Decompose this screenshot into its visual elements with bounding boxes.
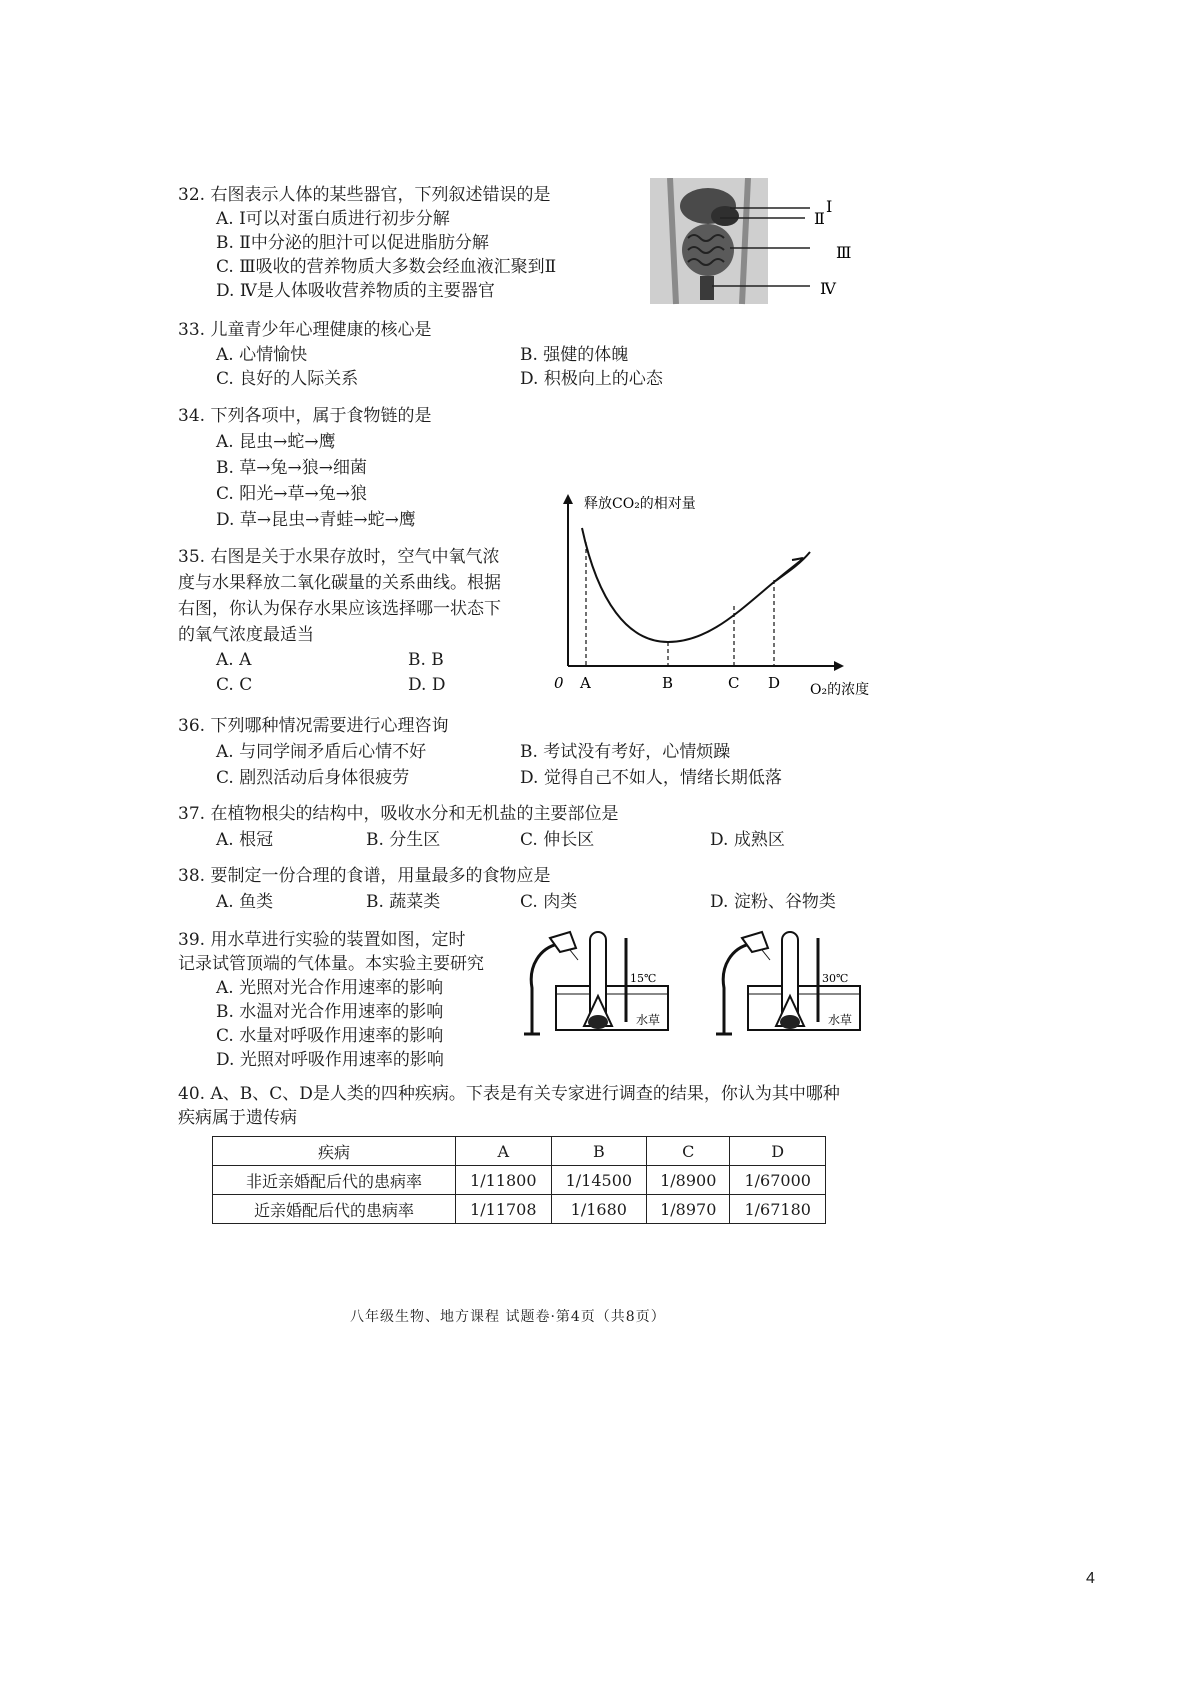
figure-label-i: Ⅰ <box>826 197 833 216</box>
q36-stem: 36. 下列哪种情况需要进行心理咨询 <box>178 716 449 736</box>
q36-option-a: A. 与同学闹矛盾后心情不好 <box>216 742 427 762</box>
y-axis-arrow <box>563 494 573 504</box>
x-axis-arrow <box>834 661 844 671</box>
table-cell: 非近亲婚配后代的患病率 <box>213 1166 456 1195</box>
q39-option-c: C. 水量对呼吸作用速率的影响 <box>216 1026 444 1046</box>
x-mark-d: D <box>768 674 781 692</box>
table-cell: 1/11708 <box>456 1195 552 1224</box>
q39-stem-line-1: 39. 用水草进行实验的装置如图，定时 <box>178 930 466 950</box>
table-cell: 1/1680 <box>551 1195 647 1224</box>
q35-option-a: A. A <box>216 650 252 670</box>
q32-option-d: D. Ⅳ是人体吸收营养物质的主要器官 <box>216 281 495 301</box>
x-mark-c: C <box>728 674 740 692</box>
page-number: 4 <box>1086 1570 1095 1587</box>
q36-option-c: C. 剧烈活动后身体很疲劳 <box>216 768 410 788</box>
q33-option-b: B. 强健的体魄 <box>520 345 629 365</box>
q35-stem: 35. 右图是关于水果存放时，空气中氧气浓度与水果释放二氧化碳量的关系曲线。根据右图，你认为保存水果应该选择哪一状态下的氧气浓度最适当 <box>178 547 501 645</box>
x-mark-b: B <box>662 674 674 692</box>
q38-option-c: C. 肉类 <box>520 892 578 912</box>
q33-option-d: D. 积极向上的心态 <box>520 369 663 389</box>
q39-option-b: B. 水温对光合作用速率的影响 <box>216 1002 444 1022</box>
q36-option-b: B. 考试没有考好，心情烦躁 <box>520 742 731 762</box>
table-header-cell: D <box>730 1137 826 1166</box>
table-cell: 1/8900 <box>647 1166 730 1195</box>
q33-stem: 33. 儿童青少年心理健康的核心是 <box>178 320 432 340</box>
q38-option-b: B. 蔬菜类 <box>366 892 441 912</box>
experiment-apparatus-left <box>504 926 674 1038</box>
q37-option-a: A. 根冠 <box>216 830 274 850</box>
q38-stem: 38. 要制定一份合理的食谱，用量最多的食物应是 <box>178 866 551 886</box>
q35-option-c: C. C <box>216 675 253 695</box>
q32-option-b: B. Ⅱ中分泌的胆汁可以促进脂肪分解 <box>216 233 489 253</box>
table-cell: 1/67180 <box>730 1195 826 1224</box>
left-plant-label: 水草 <box>636 1013 661 1027</box>
q34-option-c: C. 阳光→草→兔→狼 <box>216 484 367 504</box>
table-header-cell: 疾病 <box>213 1137 456 1166</box>
x-axis-label: O₂的浓度 <box>810 682 870 698</box>
o2-co2-curve-chart <box>548 492 888 700</box>
digestive-organs-figure <box>650 178 865 308</box>
table-header-cell: A <box>456 1137 552 1166</box>
figure-label-iii: Ⅲ <box>836 243 852 262</box>
table-cell: 1/14500 <box>551 1166 647 1195</box>
q34-option-a: A. 昆虫→蛇→鹰 <box>216 432 336 452</box>
q39-option-d: D. 光照对呼吸作用速率的影响 <box>216 1050 444 1070</box>
table-cell: 1/67000 <box>730 1166 826 1195</box>
q37-option-d: D. 成熟区 <box>710 830 785 850</box>
table-row <box>213 1195 826 1224</box>
q40-stem-line-2: 疾病属于遗传病 <box>178 1108 297 1128</box>
q33-option-a: A. 心情愉快 <box>216 345 308 365</box>
q34-stem: 34. 下列各项中，属于食物链的是 <box>178 406 432 426</box>
figure-label-iv: Ⅳ <box>820 279 836 298</box>
left-temp-label: 15℃ <box>630 972 657 985</box>
page-footer: 八年级生物、地方课程 试题卷·第4页（共8页） <box>350 1309 666 1325</box>
figure-label-ii: Ⅱ <box>814 209 825 228</box>
table-header-cell: B <box>551 1137 647 1166</box>
q32-stem: 32. 右图表示人体的某些器官，下列叙述错误的是 <box>178 185 551 205</box>
q35-option-b: B. B <box>408 650 444 670</box>
q40-stem-line-1: 40. A、B、C、D是人类的四种疾病。下表是有关专家进行调查的结果，你认为其中哪种 <box>178 1084 840 1104</box>
q39-option-a: A. 光照对光合作用速率的影响 <box>216 978 444 998</box>
table-row <box>213 1166 826 1195</box>
table-cell: 1/11800 <box>456 1166 552 1195</box>
origin-label: 0 <box>554 674 564 692</box>
q33-option-c: C. 良好的人际关系 <box>216 369 359 389</box>
q34-option-b: B. 草→兔→狼→细菌 <box>216 458 368 478</box>
right-temp-label: 30℃ <box>822 972 849 985</box>
q36-option-d: D. 觉得自己不如人，情绪长期低落 <box>520 768 782 788</box>
right-plant-label: 水草 <box>828 1013 853 1027</box>
table-header-cell: C <box>647 1137 730 1166</box>
q38-option-a: A. 鱼类 <box>216 892 274 912</box>
q32-option-c: C. Ⅲ吸收的营养物质大多数会经血液汇聚到Ⅱ <box>216 257 557 277</box>
disease-rate-table <box>212 1136 826 1224</box>
x-mark-a: A <box>580 674 591 692</box>
q39-stem-line-2: 记录试管顶端的气体量。本实验主要研究 <box>178 954 484 974</box>
q38-option-d: D. 淀粉、谷物类 <box>710 892 836 912</box>
q37-option-c: C. 伸长区 <box>520 830 595 850</box>
q37-option-b: B. 分生区 <box>366 830 441 850</box>
q35-option-d: D. D <box>408 675 446 695</box>
experiment-apparatus-right <box>696 926 866 1038</box>
q34-option-d: D. 草→昆虫→青蛙→蛇→鹰 <box>216 510 416 530</box>
co2-curve <box>582 528 810 642</box>
table-cell: 1/8970 <box>647 1195 730 1224</box>
table-cell: 近亲婚配后代的患病率 <box>213 1195 456 1224</box>
q32-option-a: A. Ⅰ可以对蛋白质进行初步分解 <box>216 209 450 229</box>
y-axis-label: 释放CO₂的相对量 <box>584 496 696 512</box>
q37-stem: 37. 在植物根尖的结构中，吸收水分和无机盐的主要部位是 <box>178 804 619 824</box>
table-header-row <box>213 1137 826 1166</box>
